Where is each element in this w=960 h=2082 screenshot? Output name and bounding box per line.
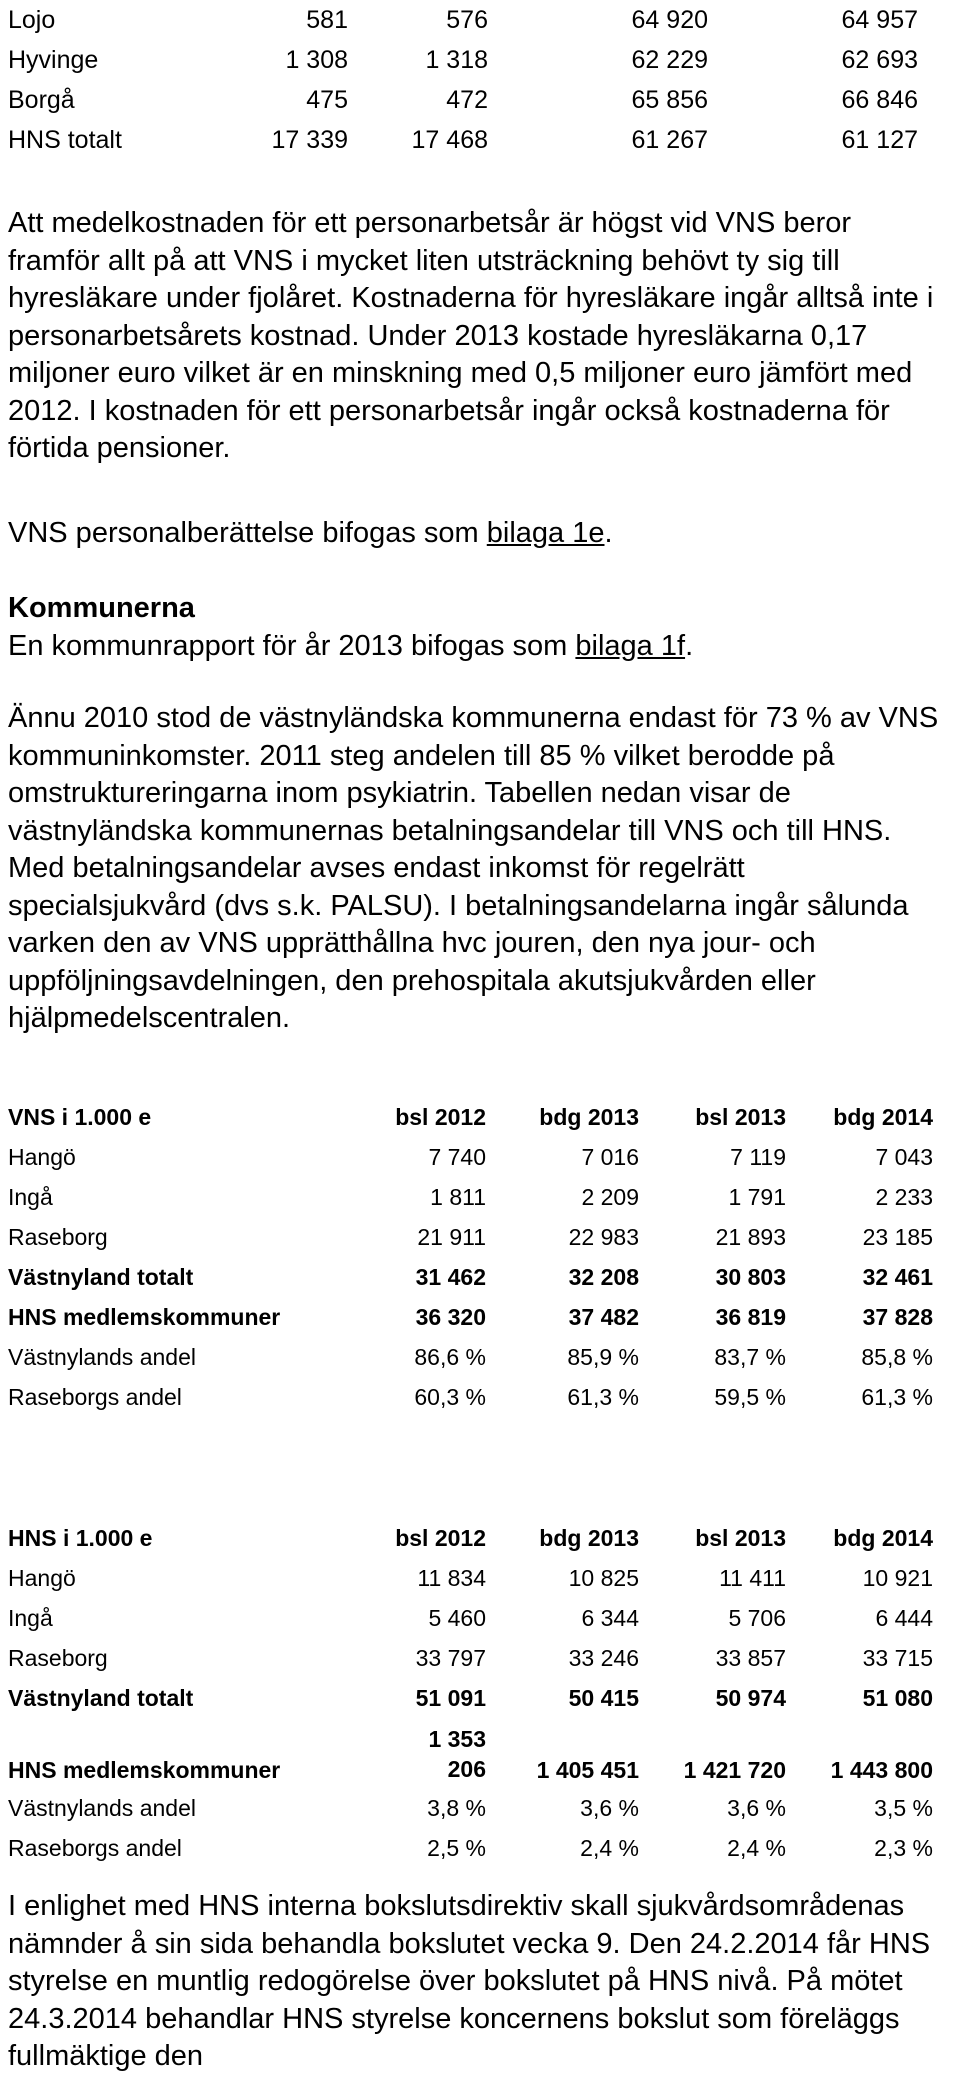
table-cell: Raseborgs andel: [8, 1834, 182, 1861]
table-cell: Hangö: [8, 1564, 76, 1591]
table-cell: 2,3 %: [874, 1834, 933, 1861]
table-cell: 85,9 %: [567, 1343, 639, 1370]
table-row: [8, 1678, 948, 1718]
table-cell: 6 344: [581, 1604, 639, 1631]
table-cell: 30 803: [715, 1263, 786, 1290]
table-cell: Borgå: [8, 85, 75, 114]
table-cell: 31 462: [415, 1263, 486, 1290]
table-cell: 7 016: [581, 1143, 639, 1170]
table-row: [8, 120, 928, 160]
table-header-cell: bdg 2013: [539, 1524, 639, 1551]
table-cell: 2,4 %: [727, 1834, 786, 1861]
table-header-cell: bsl 2013: [695, 1103, 786, 1130]
table-cell: Hyvinge: [8, 45, 99, 74]
table-cell: 1 791: [728, 1183, 786, 1210]
table-cell: Ingå: [8, 1604, 53, 1631]
table-cell: 7 119: [730, 1143, 786, 1170]
table-cell: 37 482: [568, 1303, 639, 1330]
table-cell: 33 246: [568, 1644, 639, 1671]
table-cell: 22 983: [568, 1223, 639, 1250]
table-cell: 66 846: [841, 85, 918, 114]
table-cell: 36 819: [715, 1303, 786, 1330]
table-cell: 83,7 %: [714, 1343, 786, 1370]
section-municipalities: [8, 590, 948, 665]
table-cell: 17 468: [411, 125, 488, 154]
hns-payment-table: [8, 1518, 948, 1868]
table-cell: 3,6 %: [727, 1794, 786, 1821]
table-cell: 3,6 %: [580, 1794, 639, 1821]
table-cell: 2,4 %: [580, 1834, 639, 1861]
table-cell: 32 208: [568, 1263, 639, 1290]
table-row: [8, 0, 928, 40]
table-row: [8, 1337, 948, 1377]
table-cell: 62 229: [631, 45, 708, 74]
table-cell: 61,3 %: [861, 1383, 933, 1410]
table-cell: 61,3 %: [567, 1383, 639, 1410]
table-cell: 37 828: [862, 1303, 933, 1330]
table-row: [8, 1598, 948, 1638]
table-cell: 21 893: [715, 1223, 786, 1250]
table-cell: Hangö: [8, 1143, 76, 1170]
table-cell: 33 797: [415, 1644, 486, 1671]
table-cell: 6 444: [875, 1604, 933, 1631]
paragraph-payment-shares: Ännu 2010 stod de västnyländska kommunerna endast för 73 % av VNS kommuninkomster. 2011 steg andelen till 85 % vilket berodde på omstruktureringarna inom psykiatrin. Tabellen nedan visar de västnyländska kommunernas betalningsandelar till VNS och till HNS. Med betalningsandelar avses endast inkomst för regelrätt specialsjukvård (dvs s.k. PALSU). I betalningsandelarna ingår sålunda varken den av VNS upprätthållna hvc jouren, den nya jour- och uppföljningsavdelningen, den prehospitala akutsjukvården eller hjälpmedelscentralen.: [8, 702, 939, 1034]
table-cell: 472: [446, 85, 488, 114]
wrapped-value-line: 206: [447, 1756, 486, 1782]
paragraph-text: .: [685, 629, 694, 662]
table-cell: 33 857: [715, 1644, 786, 1671]
paragraph-personnel-cost: Att medelkostnaden för ett personarbetsår är högst vid VNS beror framför allt på att VNS i mycket liten utsträckning behövt ty sig till hyresläkare under fjolåret. Kostnaderna för hyresläkare ingår alltså inte i personarbetsårets kostnad. Under 2013 kostade hyresläkarna 0,17 miljoner euro vilket är en minskning med 0,5 miljoner euro jämfört med 2012. I kostnaden för ett personarbetsår ingår också kostnaderna för förtida pensioner.: [8, 207, 934, 464]
wrapped-value-line: 1 353: [428, 1726, 486, 1752]
table-cell: 3,5 %: [874, 1794, 933, 1821]
table-cell: 1 443 800: [830, 1757, 933, 1783]
table-cell: 10 921: [862, 1564, 933, 1591]
paragraph-text: En kommunrapport för år 2013 bifogas som: [8, 629, 576, 662]
table-header-cell: bdg 2014: [833, 1524, 933, 1551]
table-header-cell: bsl 2012: [395, 1524, 486, 1551]
table-cell: 17 339: [271, 125, 348, 154]
table-header-cell: HNS i 1.000 e: [8, 1524, 153, 1551]
table-cell: 10 825: [568, 1564, 639, 1591]
table-cell: 85,8 %: [861, 1343, 933, 1370]
table-row: [8, 1297, 948, 1337]
table-row: [8, 1718, 948, 1788]
table-cell: 2,5 %: [427, 1834, 486, 1861]
table-header-cell: bsl 2013: [695, 1524, 786, 1551]
table-row: [8, 1828, 948, 1868]
table-cell: Västnylands andel: [8, 1343, 196, 1370]
cost-per-person-table: [8, 0, 928, 160]
paragraph-text: .: [604, 517, 613, 549]
table-cell: Raseborg: [8, 1644, 108, 1671]
paragraph-text: VNS personalberättelse bifogas som: [8, 517, 487, 549]
table-header-row: [8, 1097, 948, 1137]
table-cell: 5 706: [728, 1604, 786, 1631]
table-row: [8, 1177, 948, 1217]
paragraph-closing-directive: I enlighet med HNS interna bokslutsdirektiv skall sjukvårdsområdenas nämnder å sin sida behandla bokslutet vecka 9. Den 24.2.2014 får HNS styrelse en muntlig redogörelse över bokslutet på HNS nivå. På mötet 24.3.2014 behandlar HNS styrelse koncernens bokslut som föreläggs fullmäktige den: [8, 1890, 931, 2072]
table-row: [8, 1638, 948, 1678]
table-row: [8, 40, 928, 80]
table-cell: 33 715: [862, 1644, 933, 1671]
section-heading: Kommunerna: [8, 592, 195, 624]
table-header-cell: bdg 2014: [833, 1103, 933, 1130]
table-cell: 475: [306, 85, 348, 114]
table-cell: 1 405 451: [536, 1757, 639, 1783]
table-header-cell: bsl 2012: [395, 1103, 486, 1130]
table-cell: 36 320: [415, 1303, 486, 1330]
table-header-cell: VNS i 1.000 e: [8, 1103, 152, 1130]
table-cell: 64 920: [631, 5, 708, 34]
table-cell: HNS medlemskommuner: [8, 1757, 281, 1783]
table-cell: 576: [446, 5, 488, 34]
vns-payment-table: [8, 1097, 948, 1417]
table-cell: 86,6 %: [414, 1343, 486, 1370]
paragraph-personnel-report: [8, 515, 948, 553]
table-row: [8, 80, 928, 120]
table-cell: Lojo: [8, 5, 56, 34]
table-cell: Raseborg: [8, 1223, 108, 1250]
table-row: [8, 1377, 948, 1417]
table-cell: 59,5 %: [714, 1383, 786, 1410]
table-cell: Västnylands andel: [8, 1794, 196, 1821]
table-cell: 51 080: [862, 1684, 933, 1711]
attachment-link-1e[interactable]: bilaga 1e: [486, 517, 605, 549]
table-cell: HNS medlemskommuner: [8, 1303, 281, 1330]
table-cell: Västnyland totalt: [8, 1263, 194, 1290]
table-row: [8, 1217, 948, 1257]
table-cell: 2 233: [875, 1183, 933, 1210]
table-cell: 1 308: [285, 45, 348, 74]
table-header-row: [8, 1518, 948, 1558]
table-cell: 32 461: [862, 1263, 933, 1290]
table-cell: HNS totalt: [8, 125, 122, 154]
table-cell: 60,3 %: [414, 1383, 486, 1410]
table-cell: 51 091: [415, 1684, 486, 1711]
table-cell: 61 267: [631, 125, 708, 154]
table-cell: 11 411: [719, 1564, 786, 1591]
table-cell: Raseborgs andel: [8, 1383, 182, 1410]
table-cell: Västnyland totalt: [8, 1684, 194, 1711]
table-cell: 1 811: [430, 1183, 486, 1210]
table-cell: 65 856: [631, 85, 708, 114]
table-row: [8, 1257, 948, 1297]
table-cell: 3,8 %: [427, 1794, 486, 1821]
table-cell: 23 185: [862, 1223, 933, 1250]
table-cell: 64 957: [841, 5, 918, 34]
table-row: [8, 1137, 948, 1177]
table-header-cell: bdg 2013: [539, 1103, 639, 1130]
table-cell: 2 209: [581, 1183, 639, 1210]
wrapped-value: [428, 1724, 486, 1784]
table-cell: 581: [306, 5, 348, 34]
table-cell: Ingå: [8, 1183, 53, 1210]
table-cell: 11 834: [417, 1564, 486, 1591]
table-cell: 7 043: [875, 1143, 933, 1170]
table-cell: 62 693: [841, 45, 918, 74]
table-row: [8, 1558, 948, 1598]
table-cell: 1 318: [425, 45, 488, 74]
table-cell: 50 415: [568, 1684, 639, 1711]
table-cell: 5 460: [428, 1604, 486, 1631]
attachment-link-1f[interactable]: bilaga 1f: [575, 629, 686, 662]
table-cell: 50 974: [715, 1684, 786, 1711]
table-row: [8, 1788, 948, 1828]
table-cell: 7 740: [428, 1143, 486, 1170]
table-cell: 1 421 720: [683, 1757, 786, 1783]
table-cell: 61 127: [841, 125, 918, 154]
table-cell: [323, 1724, 486, 1784]
table-cell: 21 911: [417, 1223, 486, 1250]
